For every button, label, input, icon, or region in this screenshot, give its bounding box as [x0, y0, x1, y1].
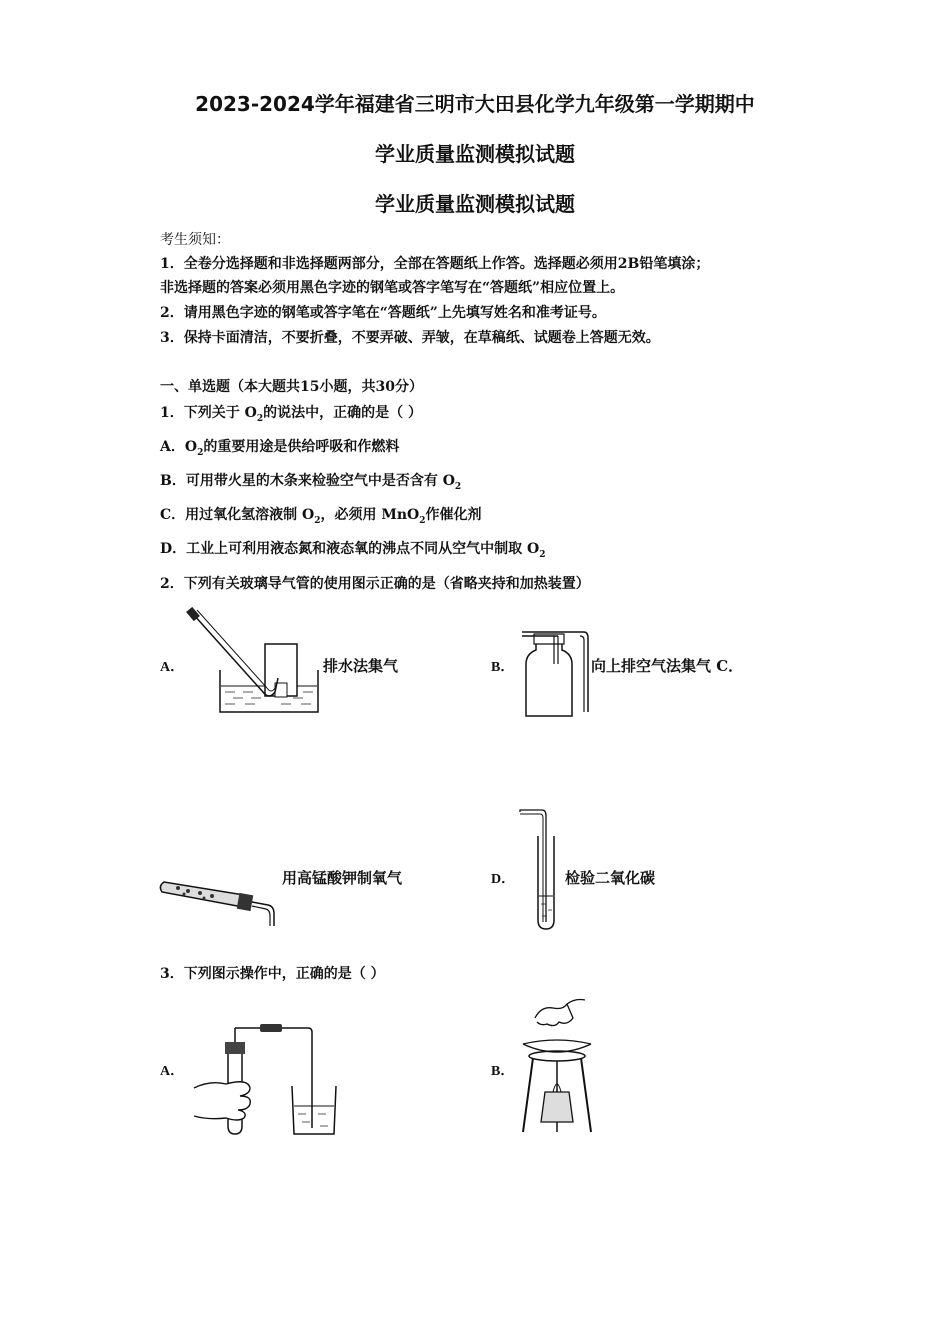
question-2-option-c-caption: 用高锰酸钾制氧气 — [282, 869, 403, 887]
question-1-option-a: A．$O_2$的重要用途是供给呼吸和作燃料 — [160, 439, 400, 458]
question-2-stem: 2．下列有关玻璃导气管的使用图示正确的是（省略夹持和加热装置） — [160, 576, 590, 592]
question-3-stem: 3．下列图示操作中，正确的是（ ） — [160, 966, 385, 982]
exam-title-line2: 学业质量监测模拟试题 — [375, 142, 575, 166]
question-2-option-a-caption: 排水法集气 — [323, 657, 399, 675]
question-1-option-b: B．可用带火星的木条来检验空气中是否含有 $O_2$ — [160, 473, 462, 492]
notice-item-1-line1: 1．全卷分选择题和非选择题两部分，全部在答题纸上作答。选择题必须用2B铅笔填涂； — [160, 256, 710, 272]
notice-item-3: 3．保持卡面清洁，不要折叠，不要弄破、弄皱，在草稿纸、试题卷上答题无效。 — [160, 330, 660, 346]
question-2-option-a-label: A． — [160, 660, 185, 675]
question-2-option-b-caption: 向上排空气法集气 C． — [591, 657, 744, 675]
exam-title-line1: 2023-2024学年福建省三明市大田县化学九年级第一学期期中 — [195, 92, 755, 116]
question-1-option-c: C．用过氧化氢溶液制 $O_2$，必须用 MnO$_2$作催化剂 — [160, 507, 482, 526]
question-1-stem: 1．下列关于 $O_2$的说法中，正确的是（ ） — [160, 405, 422, 424]
question-3-option-b-label: B． — [491, 1064, 515, 1079]
question-3-option-a-label: A． — [160, 1064, 185, 1079]
question-1-option-d: D．工业上可利用液态氮和液态氧的沸点不同从空气中制取 $O_2$ — [160, 541, 546, 560]
question-2-option-b-label: B． — [491, 660, 515, 675]
notice-item-2: 2．请用黑色字迹的钢笔或答字笔在“答题纸”上先填写姓名和准考证号。 — [160, 305, 606, 321]
section-heading: 一、单选题（本大题共15小题，共30分） — [160, 379, 423, 395]
exam-title-line3: 学业质量监测模拟试题 — [375, 192, 575, 216]
question-2-option-d-label: D． — [491, 872, 516, 887]
water-displacement-collection-figure — [185, 608, 320, 716]
potassium-permanganate-heating-figure — [158, 872, 278, 928]
evaporating-dish-heating-figure — [515, 996, 600, 1136]
question-2-option-d-caption: 检验二氧化碳 — [565, 869, 656, 887]
upward-air-displacement-figure — [518, 612, 588, 718]
notice-heading: 考生须知： — [160, 232, 230, 248]
airtightness-check-figure — [190, 1022, 340, 1137]
notice-item-1-line2: 非选择题的答案必须用黑色字迹的钢笔或答字笔写在“答题纸”相应位置上。 — [160, 280, 625, 296]
carbon-dioxide-test-figure — [516, 808, 560, 933]
